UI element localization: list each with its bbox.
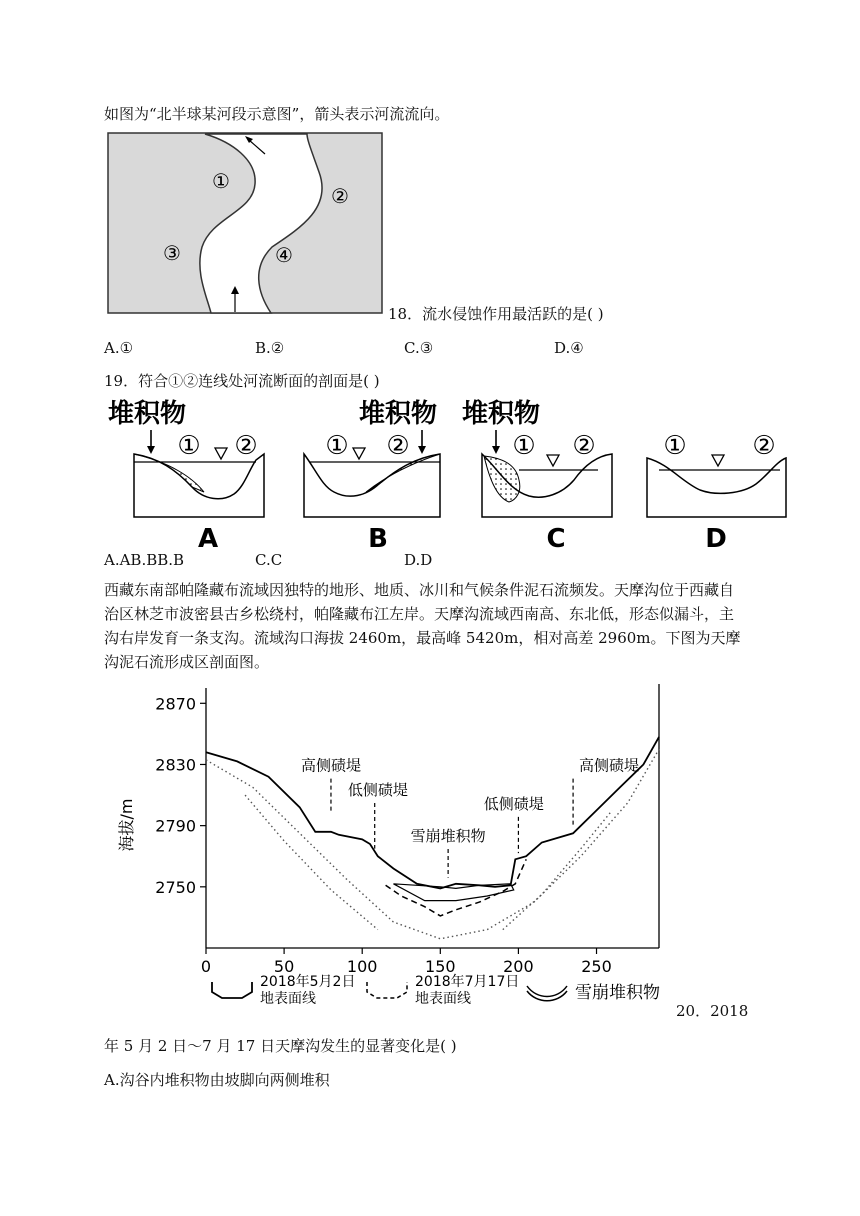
q19-options-ab[interactable]: A.AB.BB.B (104, 551, 185, 569)
panel-c-circle-1: ① (512, 431, 536, 461)
panel-a (108, 398, 264, 552)
x-tick-label: 0 (200, 957, 212, 976)
legend-symbol-may (212, 982, 252, 998)
surface-line-jul-17 (386, 859, 527, 916)
x-tick-label: 100 (346, 957, 378, 976)
q20-stem-start: 20．2018 (676, 1002, 749, 1020)
x-tick-label: 200 (503, 957, 534, 976)
dotted-boundary-right (503, 810, 612, 929)
q19-option-d[interactable]: D.D (404, 551, 433, 569)
panel-b-circle-1: ① (325, 431, 349, 461)
panel-a-circle-1: ① (177, 431, 201, 461)
panel-b-letter: B (368, 524, 388, 552)
map-label-4: ④ (275, 243, 293, 267)
map-label-1: ① (212, 169, 230, 193)
legend-label: 地表面线 (260, 991, 316, 1007)
y-tick-label: 2870 (155, 694, 196, 714)
intro-text: 如图为“北半球某河段示意图”，箭头表示河流流向。 (104, 105, 450, 123)
panel-d-circle-2: ② (752, 431, 776, 461)
annotation-label: 高侧碛堤 (300, 756, 361, 775)
chart-annotations (301, 757, 639, 878)
x-tick-label: 150 (425, 957, 456, 976)
panel-a-sediment-label: 堆积物 (108, 399, 187, 429)
q18-stem: 18．流水侵蚀作用最活跃的是( ) (388, 305, 604, 323)
x-tick-label: 50 (273, 957, 295, 976)
q19-stem: 19．符合①②连线处河流断面的剖面是( ) (104, 372, 380, 390)
elevation-profile-chart (104, 680, 684, 1025)
q18-option-a[interactable]: A.① (104, 339, 134, 357)
legend-label: 2018年7月17日 (415, 974, 520, 990)
annotation-label: 低侧碛堤 (483, 794, 544, 813)
panel-c-circle-2: ② (572, 431, 596, 461)
y-tick-label: 2830 (155, 755, 196, 775)
legend-symbol-deposit (527, 986, 567, 1001)
panel-b-sediment-label: 堆积物 (359, 399, 438, 429)
q20-option-a[interactable]: A.沟谷内堆积物由坡脚向两侧堆积 (104, 1071, 330, 1089)
map-label-3: ③ (163, 241, 181, 265)
q18-option-b[interactable]: B.② (255, 339, 285, 357)
chart-axes (155, 684, 659, 976)
panel-d-circle-1: ① (663, 431, 687, 461)
panel-b-circle-2: ② (386, 431, 410, 461)
legend-label: 雪崩堆积物 (575, 983, 660, 1003)
panel-a-letter: A (197, 524, 219, 552)
x-tick-label: 250 (581, 957, 612, 976)
map-label-2: ② (331, 184, 349, 208)
legend-item (212, 973, 355, 1007)
legend-item (527, 983, 660, 1003)
y-tick-label: 2790 (155, 816, 196, 836)
passage-text: 西藏东南部帕隆藏布流域因独特的地形、地质、冰川和气候条件泥石流频发。天摩沟位于西藏自治区林芝市波密县古乡松绕村，帕隆藏布江左岸。天摩沟流域西南高、东北低，形态似漏斗，主沟右岸发育一条支沟。流域沟口海拔 2460m，最高峰 5420m，相对高差 2960m。下图为天摩沟泥石流形成区剖面图。 (104, 581, 741, 671)
chart-legend (212, 973, 660, 1007)
river-map-figure (107, 132, 383, 314)
legend-label: 地表面线 (415, 991, 471, 1007)
annotation-label: 高侧碛堤 (579, 756, 640, 775)
q20-stem-continued: 年 5 月 2 日～7 月 17 日天摩沟发生的显著变化是( ) (104, 1037, 457, 1055)
y-axis-label: 海拔/m (117, 798, 136, 852)
legend-item (367, 973, 519, 1007)
legend-label: 2018年5月2日 (260, 974, 356, 990)
annotation-label: 低侧碛堤 (347, 781, 408, 800)
panel-c-sediment-label: 堆积物 (462, 399, 541, 429)
y-tick-label: 2750 (155, 877, 196, 897)
q18-option-c[interactable]: C.③ (404, 339, 434, 357)
q18-option-d[interactable]: D.④ (554, 339, 584, 357)
panel-c-letter: C (546, 524, 566, 552)
dotted-boundary-left (245, 795, 378, 930)
panel-b (304, 398, 440, 552)
annotation-label: 雪崩堆积物 (410, 826, 486, 845)
panel-a-circle-2: ② (234, 431, 258, 461)
panel-d (647, 431, 786, 552)
cross-section-figure (104, 392, 804, 552)
panel-d-letter: D (705, 524, 727, 552)
legend-symbol-jul (367, 982, 407, 998)
q19-option-c[interactable]: C.C (255, 551, 283, 569)
panel-c (462, 398, 612, 552)
